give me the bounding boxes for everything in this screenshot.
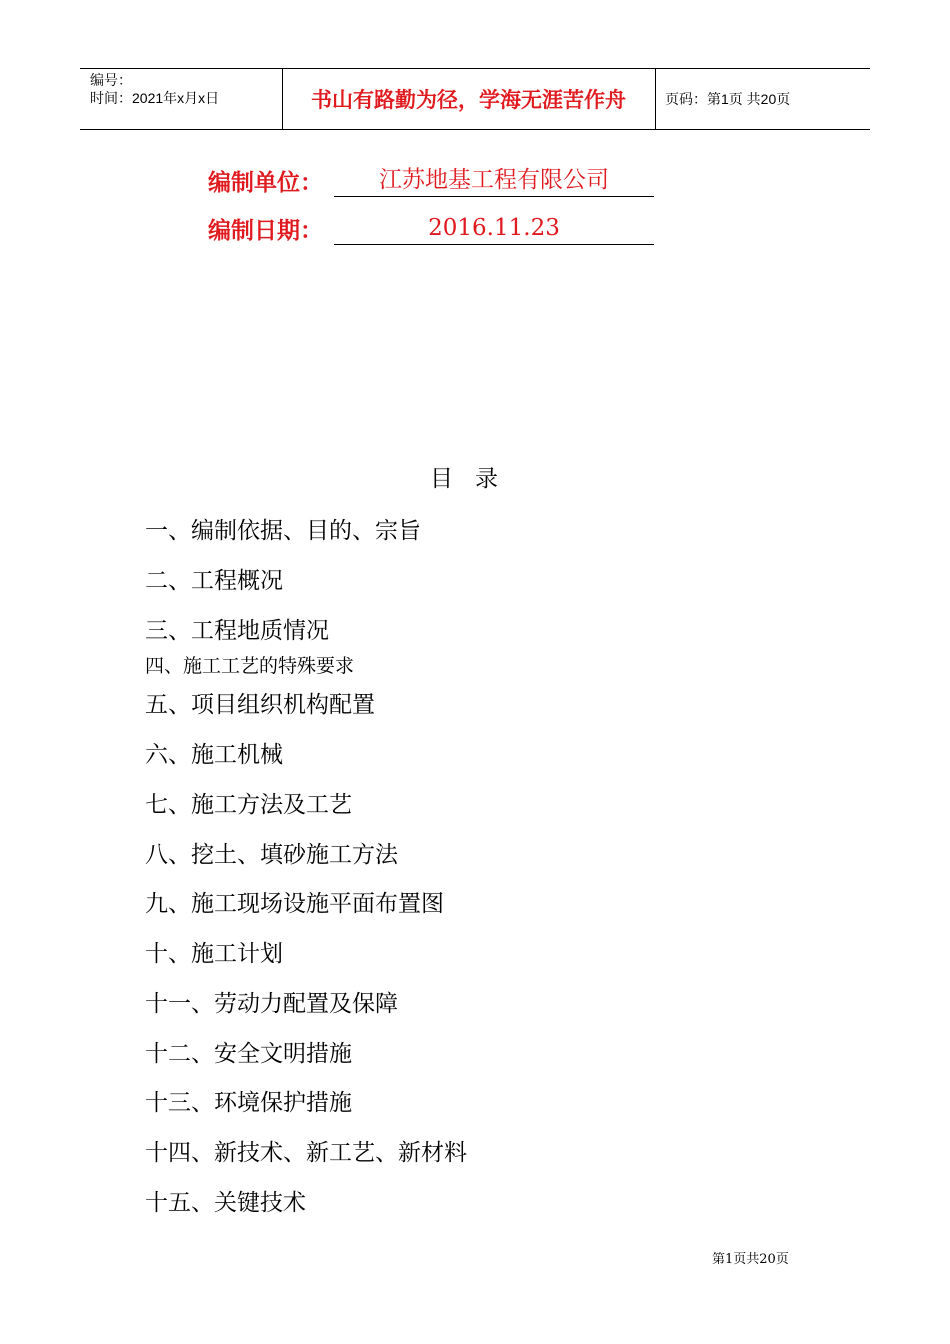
toc-item[interactable]: 十、施工计划 <box>145 941 283 967</box>
toc-item[interactable]: 十五、关键技术 <box>145 1190 306 1216</box>
header-motto: 书山有路勤为径，学海无涯苦作舟 <box>311 87 626 112</box>
toc-item[interactable]: 八、挖土、填砂施工方法 <box>145 842 398 868</box>
toc-item[interactable]: 七、施工方法及工艺 <box>145 792 352 818</box>
toc-title: 目录 <box>430 466 520 492</box>
page-footer: 第1页共20页 <box>712 1252 789 1267</box>
toc-item[interactable]: 九、施工现场设施平面布置图 <box>145 891 444 917</box>
unit-label: 编制单位： <box>208 170 323 196</box>
unit-value: 江苏地基工程有限公司 <box>334 164 654 197</box>
toc-item[interactable]: 六、施工机械 <box>145 742 283 768</box>
date-value: 2016.11.23 <box>334 212 654 245</box>
toc-item[interactable]: 十三、环境保护措施 <box>145 1090 352 1116</box>
toc-item[interactable]: 四、施工工艺的特殊要求 <box>145 655 355 677</box>
toc-item[interactable]: 五、项目组织机构配置 <box>145 692 375 718</box>
toc-item[interactable]: 三、工程地质情况 <box>145 618 329 644</box>
toc-item[interactable]: 十四、新技术、新工艺、新材料 <box>145 1140 467 1166</box>
toc-item[interactable]: 十一、劳动力配置及保障 <box>145 991 398 1017</box>
header-page-info: 页码：第1页 共20页 <box>665 91 791 107</box>
document-header <box>80 68 870 130</box>
header-divider <box>655 69 656 129</box>
date-line <box>208 212 560 245</box>
date-label: 编制日期： <box>208 218 323 244</box>
toc-item[interactable]: 二、工程概况 <box>145 568 283 594</box>
number-label: 编号： <box>90 72 132 88</box>
toc-item[interactable]: 十二、安全文明措施 <box>145 1041 352 1067</box>
toc-item[interactable]: 一、编制依据、目的、宗旨 <box>145 518 421 544</box>
unit-line <box>208 164 609 197</box>
header-left-cell <box>90 71 219 107</box>
time-label: 时间：2021年x月x日 <box>90 90 220 106</box>
